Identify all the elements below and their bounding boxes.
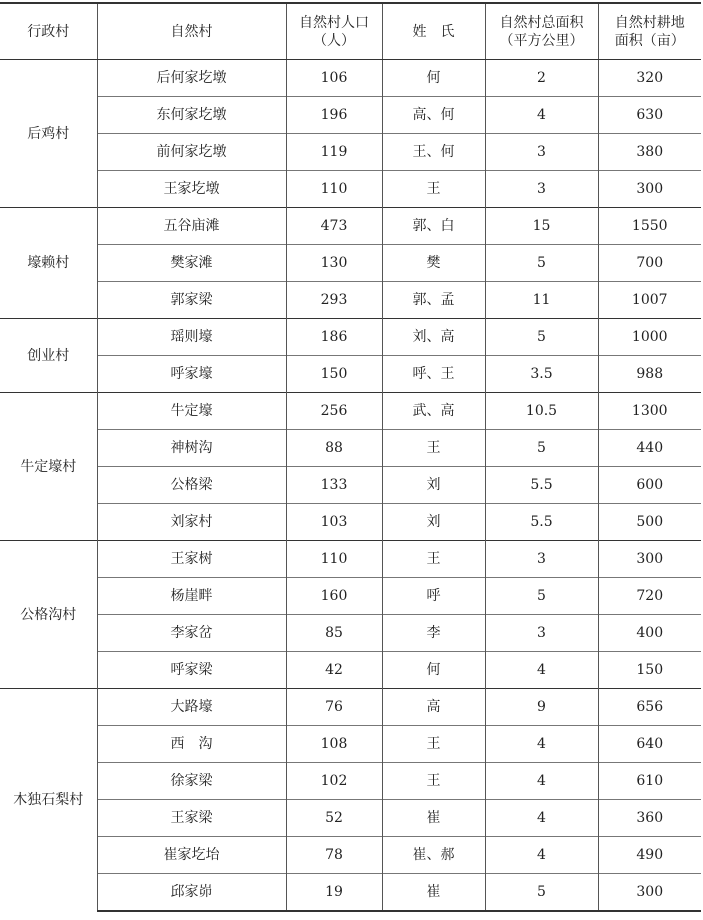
population-cell: 133 <box>286 467 382 504</box>
population-cell: 110 <box>286 541 382 578</box>
surname-cell: 崔 <box>382 800 485 837</box>
population-cell: 88 <box>286 430 382 467</box>
farmland-cell: 150 <box>598 652 701 689</box>
natural-village-cell: 西 沟 <box>97 726 286 763</box>
header-admin-village: 行政村 <box>0 3 97 60</box>
population-cell: 78 <box>286 837 382 874</box>
natural-village-cell: 王家树 <box>97 541 286 578</box>
total-area-cell: 3 <box>485 615 598 652</box>
natural-village-cell: 东何家圪墩 <box>97 97 286 134</box>
total-area-cell: 15 <box>485 208 598 245</box>
surname-cell: 王、何 <box>382 134 485 171</box>
table-row <box>0 652 701 689</box>
table-row <box>0 726 701 763</box>
natural-village-cell: 牛定壕 <box>97 393 286 430</box>
total-area-cell: 9 <box>485 689 598 726</box>
table-row <box>0 208 701 245</box>
surname-cell: 崔、郝 <box>382 837 485 874</box>
total-area-cell: 5 <box>485 319 598 356</box>
farmland-cell: 720 <box>598 578 701 615</box>
total-area-cell: 3 <box>485 171 598 208</box>
total-area-cell: 4 <box>485 763 598 800</box>
natural-village-cell: 公格梁 <box>97 467 286 504</box>
table-row <box>0 615 701 652</box>
header-population-line2: （人） <box>313 32 355 49</box>
table-row <box>0 578 701 615</box>
header-population-line1: 自然村人口 <box>299 14 369 31</box>
population-cell: 110 <box>286 171 382 208</box>
surname-cell: 刘 <box>382 467 485 504</box>
population-cell: 19 <box>286 874 382 912</box>
farmland-cell: 490 <box>598 837 701 874</box>
farmland-cell: 640 <box>598 726 701 763</box>
table-row <box>0 356 701 393</box>
surname-cell: 王 <box>382 171 485 208</box>
population-cell: 473 <box>286 208 382 245</box>
farmland-cell: 300 <box>598 874 701 912</box>
total-area-cell: 5.5 <box>485 467 598 504</box>
table-body <box>0 60 701 912</box>
total-area-cell: 4 <box>485 652 598 689</box>
total-area-cell: 4 <box>485 726 598 763</box>
admin-village-cell: 公格沟村 <box>0 541 97 689</box>
total-area-cell: 4 <box>485 800 598 837</box>
table-row <box>0 319 701 356</box>
population-cell: 130 <box>286 245 382 282</box>
total-area-cell: 4 <box>485 837 598 874</box>
total-area-cell: 3.5 <box>485 356 598 393</box>
table-row <box>0 874 701 912</box>
table-row <box>0 430 701 467</box>
total-area-cell: 3 <box>485 134 598 171</box>
population-cell: 150 <box>286 356 382 393</box>
total-area-cell: 5 <box>485 430 598 467</box>
header-farmland-line2: 面积（亩） <box>614 32 685 49</box>
population-cell: 196 <box>286 97 382 134</box>
header-total-area-line2: （平方公里） <box>499 32 584 49</box>
population-cell: 119 <box>286 134 382 171</box>
table-row <box>0 97 701 134</box>
total-area-cell: 11 <box>485 282 598 319</box>
surname-cell: 武、高 <box>382 393 485 430</box>
farmland-cell: 600 <box>598 467 701 504</box>
surname-cell: 何 <box>382 652 485 689</box>
farmland-cell: 320 <box>598 60 701 97</box>
natural-village-cell: 邱家峁 <box>97 874 286 912</box>
farmland-cell: 1300 <box>598 393 701 430</box>
surname-cell: 高、何 <box>382 97 485 134</box>
population-cell: 108 <box>286 726 382 763</box>
village-table <box>0 2 701 912</box>
surname-cell: 王 <box>382 763 485 800</box>
population-cell: 186 <box>286 319 382 356</box>
admin-village-cell: 牛定壕村 <box>0 393 97 541</box>
natural-village-cell: 后何家圪墩 <box>97 60 286 97</box>
surname-cell: 王 <box>382 430 485 467</box>
farmland-cell: 1007 <box>598 282 701 319</box>
farmland-cell: 300 <box>598 171 701 208</box>
admin-village-cell: 壕赖村 <box>0 208 97 319</box>
total-area-cell: 4 <box>485 97 598 134</box>
natural-village-cell: 呼家壕 <box>97 356 286 393</box>
natural-village-cell: 郭家梁 <box>97 282 286 319</box>
table-row <box>0 800 701 837</box>
population-cell: 103 <box>286 504 382 541</box>
natural-village-cell: 樊家滩 <box>97 245 286 282</box>
total-area-cell: 2 <box>485 60 598 97</box>
table-row <box>0 282 701 319</box>
header-farmland-line1: 自然村耕地 <box>614 14 685 31</box>
population-cell: 42 <box>286 652 382 689</box>
natural-village-cell: 刘家村 <box>97 504 286 541</box>
farmland-cell: 1550 <box>598 208 701 245</box>
population-cell: 293 <box>286 282 382 319</box>
farmland-cell: 656 <box>598 689 701 726</box>
header-total-area <box>485 3 598 60</box>
natural-village-cell: 李家岔 <box>97 615 286 652</box>
surname-cell: 郭、白 <box>382 208 485 245</box>
header-farmland <box>598 3 701 60</box>
table-row <box>0 689 701 726</box>
farmland-cell: 440 <box>598 430 701 467</box>
farmland-cell: 988 <box>598 356 701 393</box>
natural-village-cell: 前何家圪墩 <box>97 134 286 171</box>
natural-village-cell: 五谷庙滩 <box>97 208 286 245</box>
population-cell: 106 <box>286 60 382 97</box>
surname-cell: 李 <box>382 615 485 652</box>
table-row <box>0 171 701 208</box>
population-cell: 85 <box>286 615 382 652</box>
population-cell: 256 <box>286 393 382 430</box>
farmland-cell: 1000 <box>598 319 701 356</box>
natural-village-cell: 王家圪墩 <box>97 171 286 208</box>
header-surname: 姓 氏 <box>382 3 485 60</box>
surname-cell: 崔 <box>382 874 485 912</box>
surname-cell: 何 <box>382 60 485 97</box>
table-row <box>0 504 701 541</box>
natural-village-cell: 瑶则壕 <box>97 319 286 356</box>
table-row <box>0 393 701 430</box>
population-cell: 76 <box>286 689 382 726</box>
natural-village-cell: 徐家梁 <box>97 763 286 800</box>
population-cell: 160 <box>286 578 382 615</box>
header-natural-village: 自然村 <box>97 3 286 60</box>
population-cell: 52 <box>286 800 382 837</box>
admin-village-cell: 创业村 <box>0 319 97 393</box>
table-row <box>0 245 701 282</box>
surname-cell: 呼、王 <box>382 356 485 393</box>
natural-village-cell: 神树沟 <box>97 430 286 467</box>
natural-village-cell: 呼家梁 <box>97 652 286 689</box>
surname-cell: 樊 <box>382 245 485 282</box>
table-row <box>0 837 701 874</box>
total-area-cell: 5 <box>485 874 598 912</box>
population-cell: 102 <box>286 763 382 800</box>
header-row <box>0 3 701 60</box>
farmland-cell: 500 <box>598 504 701 541</box>
table-row <box>0 763 701 800</box>
table-row <box>0 134 701 171</box>
table-row <box>0 467 701 504</box>
surname-cell: 高 <box>382 689 485 726</box>
farmland-cell: 400 <box>598 615 701 652</box>
surname-cell: 刘 <box>382 504 485 541</box>
natural-village-cell: 崔家圪坮 <box>97 837 286 874</box>
header-total-area-line1: 自然村总面积 <box>499 14 584 31</box>
table-row <box>0 60 701 97</box>
total-area-cell: 10.5 <box>485 393 598 430</box>
surname-cell: 王 <box>382 541 485 578</box>
admin-village-cell: 后鸡村 <box>0 60 97 208</box>
natural-village-cell: 王家梁 <box>97 800 286 837</box>
farmland-cell: 360 <box>598 800 701 837</box>
total-area-cell: 5.5 <box>485 504 598 541</box>
natural-village-cell: 大路壕 <box>97 689 286 726</box>
table-header <box>0 3 701 60</box>
header-population <box>286 3 382 60</box>
surname-cell: 呼 <box>382 578 485 615</box>
total-area-cell: 5 <box>485 245 598 282</box>
farmland-cell: 700 <box>598 245 701 282</box>
total-area-cell: 5 <box>485 578 598 615</box>
table-row <box>0 541 701 578</box>
farmland-cell: 380 <box>598 134 701 171</box>
surname-cell: 郭、孟 <box>382 282 485 319</box>
surname-cell: 王 <box>382 726 485 763</box>
admin-village-cell: 木独石梨村 <box>0 689 97 912</box>
surname-cell: 刘、高 <box>382 319 485 356</box>
farmland-cell: 630 <box>598 97 701 134</box>
total-area-cell: 3 <box>485 541 598 578</box>
farmland-cell: 610 <box>598 763 701 800</box>
farmland-cell: 300 <box>598 541 701 578</box>
natural-village-cell: 杨崖畔 <box>97 578 286 615</box>
